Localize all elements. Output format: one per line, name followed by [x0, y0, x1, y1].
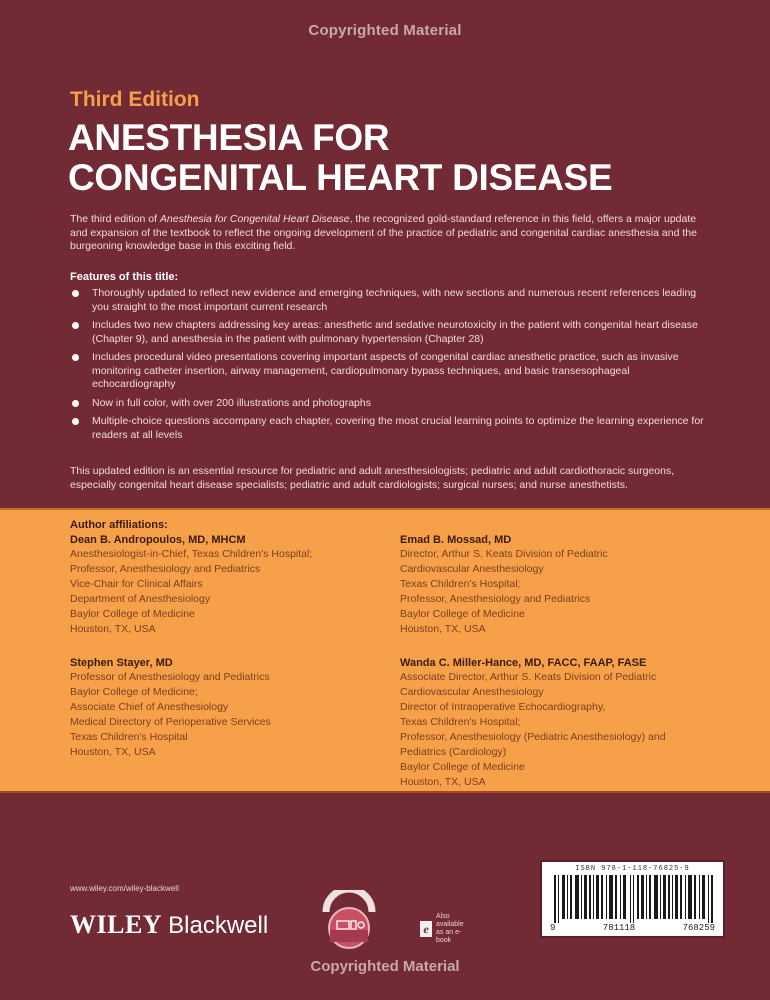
author-affiliation-line: Texas Children's Hospital; — [400, 578, 521, 590]
audience-paragraph: This updated edition is an essential resource for pediatric and adult anesthesiologists; pediatric and adult cardiothoracic surgeons, especially congenital heart disease specialists; pediatric and adult cardiologists; surgical nurses; and nurse anesthetists. — [70, 465, 675, 491]
intro-prefix: The third edition of — [70, 213, 160, 225]
author-affiliations-panel — [0, 508, 770, 793]
author-affiliation-line: Cardiovascular Anesthesiology — [400, 686, 544, 698]
author-affiliation-line: Associate Chief of Anesthesiology — [70, 701, 229, 713]
feature-text: Multiple-choice questions accompany each chapter, covering the most crucial learning points to optimize the learning experience for readers at all levels — [92, 415, 704, 441]
author-affiliation-line: Professor of Anesthesiology and Pediatrics — [70, 671, 270, 683]
bullet-icon — [72, 322, 79, 329]
author-affiliation-line: Texas Children's Hospital; — [400, 716, 521, 728]
wiley-blackwell-logo — [70, 910, 268, 940]
feature-item — [70, 319, 710, 346]
book-title — [68, 118, 612, 198]
bullet-icon — [72, 290, 79, 297]
author-affiliation-line: Baylor College of Medicine; — [70, 686, 198, 698]
ebook-icon: e — [420, 921, 432, 937]
feature-item — [70, 351, 710, 392]
barcode-digits — [548, 923, 717, 933]
author-affiliation-line: Baylor College of Medicine — [400, 608, 525, 620]
barcode-icon — [554, 875, 711, 923]
author-affiliation-line: Houston, TX, USA — [400, 623, 486, 635]
copyright-watermark-bottom: Copyrighted Material — [310, 958, 460, 975]
author-affiliation-line: Houston, TX, USA — [400, 776, 486, 788]
bullet-icon — [72, 354, 79, 361]
author-name: Dean B. Andropoulos, MD, MHCM — [70, 534, 246, 546]
author-affiliation-line: Houston, TX, USA — [70, 623, 156, 635]
author-affiliation-line: Vice-Chair for Clinical Affairs — [70, 578, 203, 590]
bullet-icon — [72, 400, 79, 407]
intro-paragraph — [70, 213, 710, 254]
author-affiliation-line: Professor, Anesthesiology and Pediatrics — [400, 593, 591, 605]
feature-text: Includes procedural video presentations covering important aspects of congenital cardiac anesthetic practice, such as invasive monitoring catheter insertion, airway management, cardiopulmonary bypass techniques, and basic transesophageal echocardiography — [92, 351, 679, 390]
feature-item — [70, 287, 710, 314]
author-affiliation-line: Professor, Anesthesiology (Pediatric Anesthesiology) and — [400, 731, 666, 743]
author-name: Stephen Stayer, MD — [70, 657, 173, 669]
ebook-availability — [420, 913, 470, 945]
author-name: Wanda C. Miller-Hance, MD, FACC, FAAP, FASE — [400, 657, 647, 669]
copyright-watermark-top: Copyrighted Material — [308, 22, 462, 39]
author-name: Emad B. Mossad, MD — [400, 534, 512, 546]
feature-text: Thoroughly updated to reflect new evidence and emerging techniques, with new sections and numerous recent references leading you straight to the most important current research — [92, 287, 697, 313]
author-affiliation-line: Baylor College of Medicine — [400, 761, 525, 773]
author-block — [400, 656, 740, 790]
author-block — [70, 656, 390, 760]
author-affiliation-line: Director of Intraoperative Echocardiography, — [400, 701, 606, 713]
feature-item — [70, 415, 710, 442]
author-affiliation-line: Professor, Anesthesiology and Pediatrics — [70, 563, 261, 575]
author-affiliation-line: Houston, TX, USA — [70, 746, 156, 758]
ebook-label: Also available as an e-book — [436, 913, 464, 944]
isbn-text: ISBN 978-1-118-76825-9 — [575, 865, 690, 873]
intro-suffix: , the recognized gold-standard reference in this field, offers a major update and expansion of the textbook to reflect the ongoing development of the practice of pediatric and congenital cardiac anesthesia and the burgeoning knowledge base in this exciting field. — [70, 213, 697, 252]
publisher-website-link[interactable]: www.wiley.com/wiley-blackwell — [70, 884, 179, 893]
author-affiliation-line: Department of Anesthesiology — [70, 593, 211, 605]
author-affiliation-line: Pediatrics (Cardiology) — [400, 746, 507, 758]
feature-text: Now in full color, with over 200 illustrations and photographs — [92, 396, 371, 409]
wiley-wordmark: WILEY — [70, 910, 162, 939]
barcode-digit-group: 768259 — [682, 923, 715, 933]
title-line-2: CONGENITAL HEART DISEASE — [68, 157, 613, 198]
author-block — [70, 533, 390, 637]
author-block — [400, 533, 720, 637]
isbn-barcode — [540, 860, 725, 938]
intro-book-title: Anesthesia for Congenital Heart Disease — [159, 213, 350, 225]
author-affiliation-line: Anesthesiologist-in-Chief, Texas Children's Hospital; — [70, 548, 313, 560]
title-line-1: ANESTHESIA FOR — [68, 117, 390, 158]
barcode-digit-prefix: 9 — [550, 923, 556, 933]
author-affiliation-line: Baylor College of Medicine — [70, 608, 195, 620]
author-affiliation-line: Associate Director, Arthur S. Keats Division of Pediatric — [400, 671, 657, 683]
author-affiliation-line: Director, Arthur S. Keats Division of Pediatric — [400, 548, 608, 560]
features-list — [70, 287, 710, 447]
edition-label: Third Edition — [70, 88, 200, 111]
features-heading: Features of this title: — [70, 271, 179, 283]
barcode-digit-group: 781118 — [602, 923, 636, 933]
feature-item — [70, 397, 710, 411]
affiliations-heading: Author affiliations: — [70, 519, 168, 531]
author-affiliation-line: Cardiovascular Anesthesiology — [400, 563, 544, 575]
with-website-badge-icon — [320, 890, 378, 952]
blackwell-wordmark: Blackwell — [168, 912, 269, 939]
author-affiliation-line: Medical Directory of Perioperative Services — [70, 716, 271, 728]
feature-text: Includes two new chapters addressing key areas: anesthetic and sedative neurotoxicity in the patient with congenital heart disease (Chapter 9), and anesthesia in the patient with pulmonary hypertension (Chapter 28) — [92, 319, 698, 345]
bullet-icon — [72, 418, 79, 425]
author-affiliation-line: Texas Children's Hospital — [70, 731, 188, 743]
